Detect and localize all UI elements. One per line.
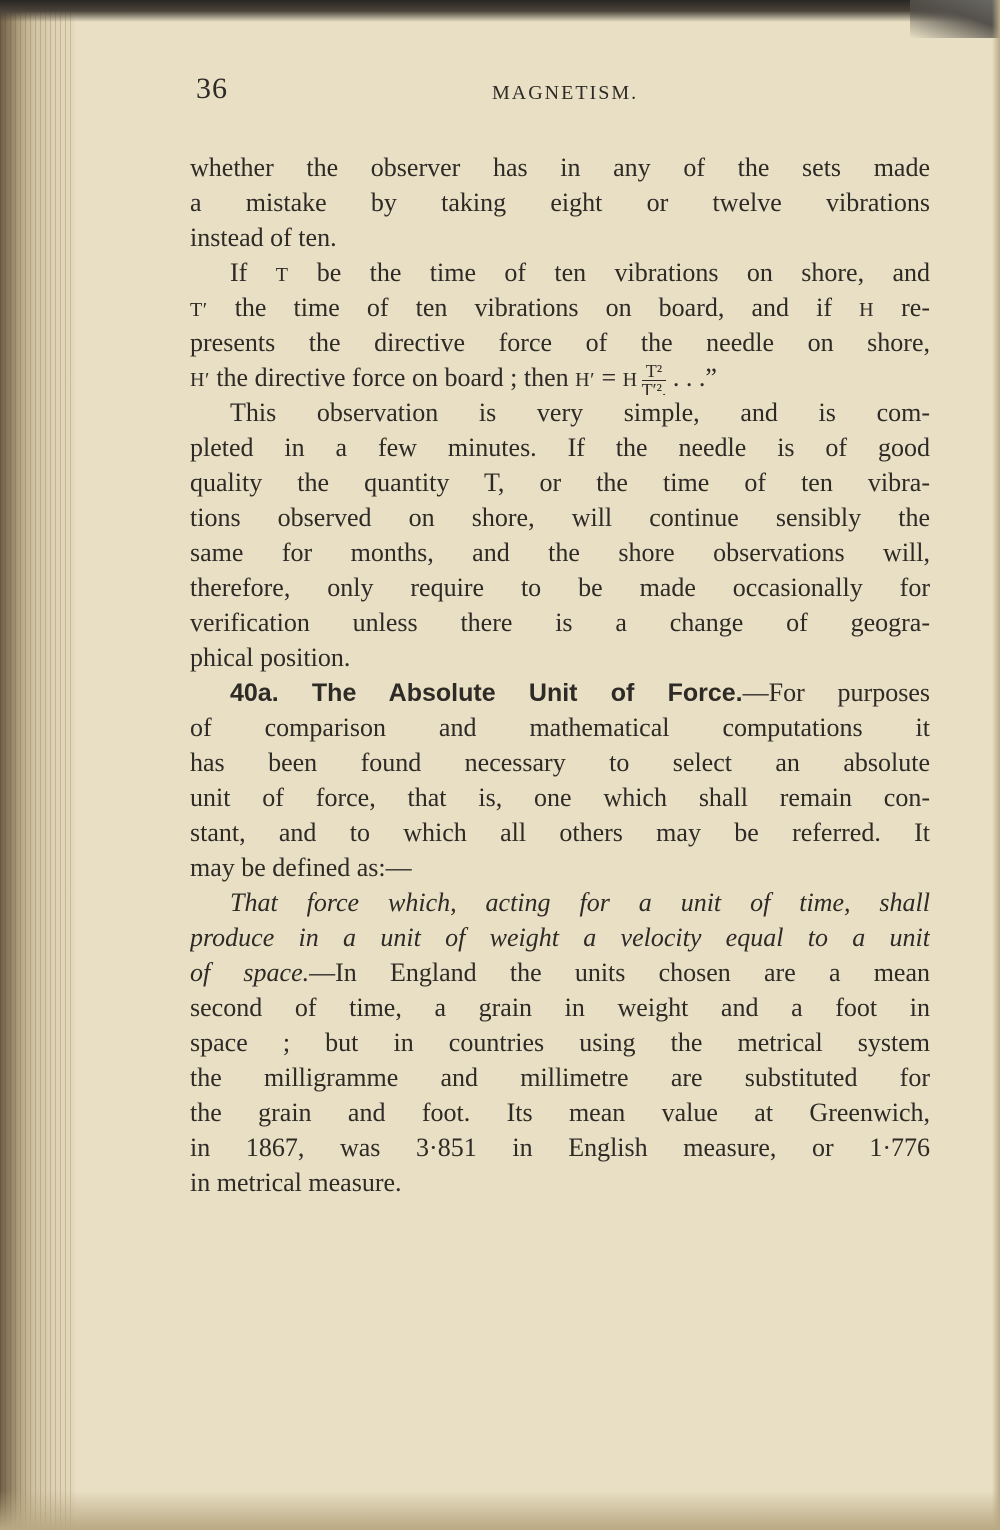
- page-right-edge: [992, 0, 1000, 1530]
- text-line: 40a. The Absolute Unit of Force.—For purposes: [230, 678, 930, 707]
- paragraph-continuation: [190, 150, 930, 255]
- definition-paragraph: [190, 885, 930, 1200]
- text-line: stant, and to which all others may be referred. It: [190, 818, 930, 847]
- text-line: That force which, acting for a unit of time, shall: [230, 888, 930, 917]
- text-line: instead of ten.: [190, 223, 337, 252]
- text-line: has been found necessary to select an absolute: [190, 748, 930, 777]
- cover-corner: [910, 0, 1000, 38]
- page-body: [190, 150, 930, 1200]
- page-top-shadow: [0, 0, 1000, 22]
- text-line: whether the observer has in any of the sets made: [190, 153, 930, 182]
- running-head: MAGNETISM.: [492, 82, 639, 104]
- paragraph-vibrations: [190, 255, 930, 395]
- text-line: the milligramme and millimetre are substituted for: [190, 1063, 930, 1092]
- page-header: [196, 68, 936, 116]
- text-line: the grain and foot. Its mean value at Greenwich,: [190, 1098, 930, 1127]
- text-line: in 1867, was 3·851 in English measure, or 1·776: [190, 1133, 930, 1162]
- page-bottom-edge: [0, 1490, 1000, 1530]
- text-line: of comparison and mathematical computations it: [190, 713, 930, 742]
- text-line: This observation is very simple, and is com-: [230, 398, 930, 427]
- section-absolute-unit: [190, 675, 930, 885]
- paragraph-observation: [190, 395, 930, 675]
- text-line: of space.—In England the units chosen are a mean: [190, 958, 930, 987]
- text-line: a mistake by taking eight or twelve vibrations: [190, 188, 930, 217]
- text-line: therefore, only require to be made occasionally for: [190, 573, 930, 602]
- text-line: T′ the time of ten vibrations on board, and if H re-: [190, 293, 930, 322]
- text-line: space ; but in countries using the metrical system: [190, 1028, 930, 1057]
- text-line: tions observed on shore, will continue sensibly the: [190, 503, 930, 532]
- text-line: presents the directive force of the needle on shore,: [190, 328, 930, 357]
- text-line: phical position.: [190, 643, 351, 672]
- text-line: may be defined as:—: [190, 853, 412, 882]
- page-binding-edge: [0, 0, 75, 1530]
- text-line: If T be the time of ten vibrations on shore, and: [230, 258, 930, 287]
- text-line: second of time, a grain in weight and a foot in: [190, 993, 930, 1022]
- formula-line: H′ the directive force on board ; then H′ = H $\frac{\text{T²}}{\text{T′².}}$ . . .”: [190, 360, 930, 395]
- text-line: pleted in a few minutes. If the needle is of good: [190, 433, 930, 462]
- text-line: produce in a unit of weight a velocity equal to a unit: [190, 923, 930, 952]
- text-line: in metrical measure.: [190, 1168, 402, 1197]
- text-line: quality the quantity T, or the time of ten vibra-: [190, 468, 930, 497]
- text-line: unit of force, that is, one which shall remain con-: [190, 783, 930, 812]
- fraction: $\frac{\text{T²}}{\text{T′².}}$: [641, 360, 667, 395]
- text-line: same for months, and the shore observations will,: [190, 538, 930, 567]
- text-line: verification unless there is a change of geogra-: [190, 608, 930, 637]
- page-number: 36: [196, 72, 228, 105]
- section-heading: 40a. The Absolute Unit of Force.: [230, 679, 743, 707]
